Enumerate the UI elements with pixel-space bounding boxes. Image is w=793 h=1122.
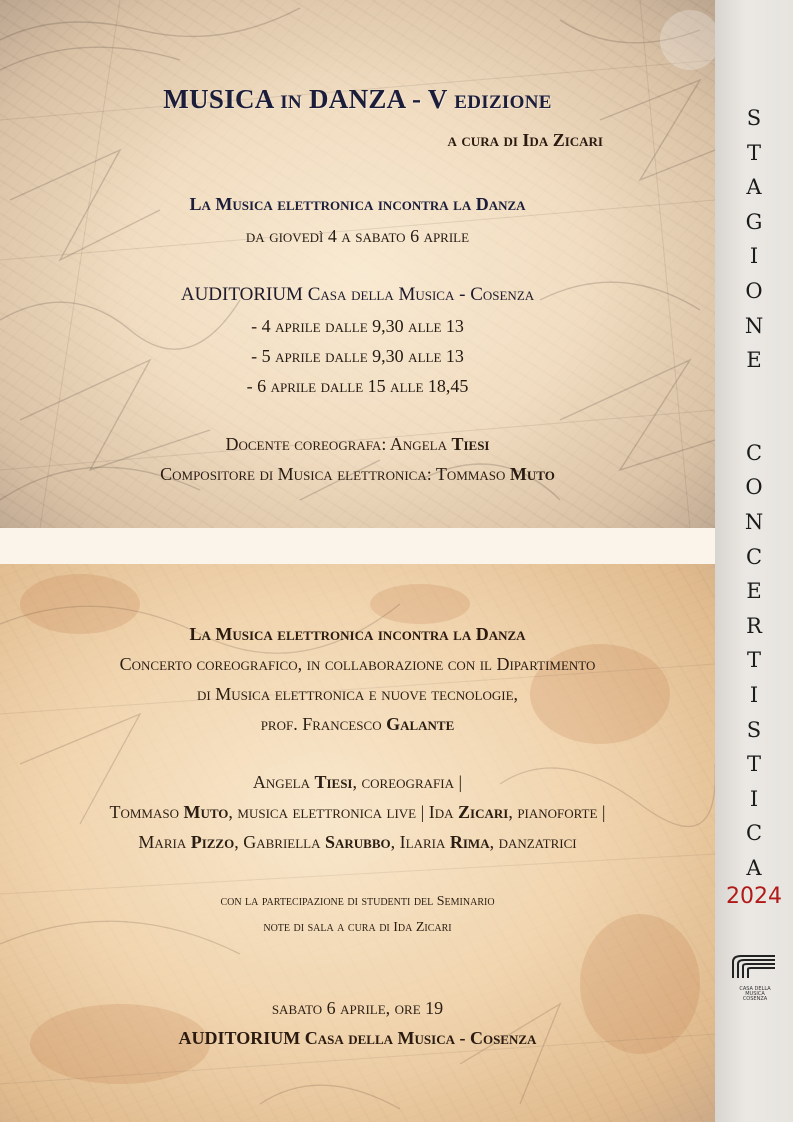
compositore-line: Compositore di Musica elettronica: Tommaso Muto bbox=[160, 464, 555, 484]
session-2: - 5 aprile dalle 9,30 alle 13 bbox=[251, 346, 464, 366]
sidebar-letter: T bbox=[746, 752, 761, 777]
sidebar-letter: I bbox=[749, 244, 759, 269]
cast-line-2: Tommaso Muto, musica elettronica live | Ida Zicari, pianoforte | bbox=[109, 802, 606, 822]
session-1: - 4 aprile dalle 9,30 alle 13 bbox=[251, 316, 464, 336]
casa-della-musica-logo bbox=[729, 952, 781, 1002]
concert-venue: AUDITORIUM Casa della Musica - Cosenza bbox=[178, 1028, 537, 1048]
sidebar-letter: I bbox=[749, 786, 759, 811]
sidebar-letter: I bbox=[749, 683, 759, 707]
note-di-sala: note di sala a cura di Ida Zicari bbox=[263, 920, 452, 935]
concert-date-time: sabato 6 aprile, ore 19 bbox=[271, 998, 444, 1018]
cast-line-3: Maria Pizzo, Gabriella Sarubbo, Ilaria Rima, danzatrici bbox=[138, 832, 577, 852]
sidebar-letter: S bbox=[746, 106, 762, 130]
logo-text-1: CASA DELLA bbox=[739, 986, 771, 992]
workshop-venue: AUDITORIUM Casa della Musica - Cosenza bbox=[180, 284, 535, 305]
sidebar-letter: C bbox=[745, 544, 763, 569]
concert-line-1: Concerto coreografico, in collaborazione con il Dipartimento bbox=[119, 654, 596, 674]
session-3: - 6 aprile dalle 15 alle 18,45 bbox=[246, 376, 469, 396]
sidebar-letter: O bbox=[745, 279, 763, 303]
logo-mark-icon bbox=[729, 952, 781, 982]
sidebar-letter: A bbox=[746, 175, 762, 200]
sidebar-letter: T bbox=[746, 648, 761, 673]
divider-band bbox=[0, 528, 715, 564]
sidebar-letter: R bbox=[746, 613, 762, 638]
logo-text-2: MUSICA bbox=[745, 991, 765, 997]
sidebar-letter: E bbox=[746, 348, 762, 373]
sidebar-letter: N bbox=[744, 510, 764, 534]
docente-line: Docente coreografa: Angela Tiesi bbox=[225, 434, 490, 454]
sidebar-letter: T bbox=[746, 140, 761, 165]
concert-heading: La Musica elettronica incontra la Danza bbox=[189, 624, 526, 644]
poster-title: MUSICA in DANZA - V edizione bbox=[163, 84, 552, 114]
workshop-heading: La Musica elettronica incontra la Danza bbox=[189, 194, 526, 214]
sidebar-letter: S bbox=[746, 717, 762, 742]
sidebar-letter: C bbox=[745, 821, 763, 846]
cast-line-1: Angela Tiesi, coreografia | bbox=[252, 772, 463, 792]
sidebar-letter: G bbox=[745, 209, 763, 234]
partecipazione: con la partecipazione di studenti del Seminario bbox=[220, 894, 495, 909]
sidebar-letter: E bbox=[746, 579, 762, 604]
season-year: 2024 bbox=[726, 884, 782, 909]
sidebar-letter: O bbox=[745, 475, 763, 500]
concert-prof: prof. Francesco Galante bbox=[260, 714, 455, 734]
logo-text-3: COSENZA bbox=[742, 996, 768, 1002]
concert-line-2: di Musica elettronica e nuove tecnologie, bbox=[196, 684, 519, 704]
curated-by: a cura di Ida Zicari bbox=[447, 130, 603, 150]
sidebar-letter: N bbox=[744, 313, 764, 338]
workshop-dates: da giovedì 4 a sabato 6 aprile bbox=[245, 226, 470, 246]
sidebar-letter: A bbox=[746, 856, 762, 880]
sidebar-letter: C bbox=[745, 440, 763, 465]
